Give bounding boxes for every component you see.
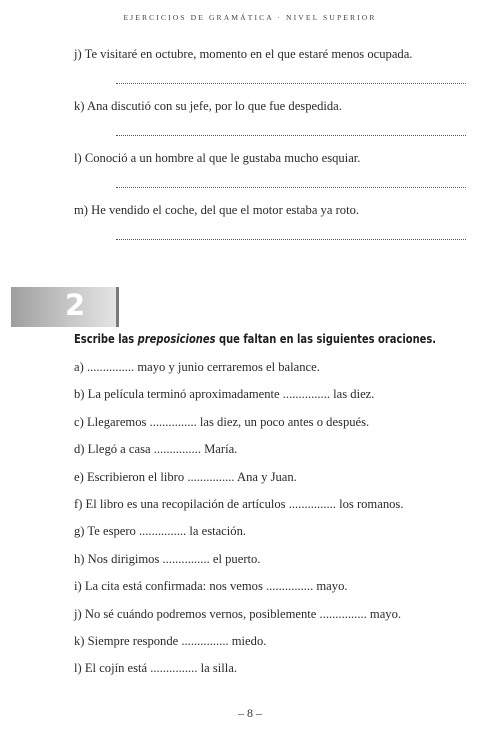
exercise-number-badge [11,287,119,327]
item-label: d) [74,442,85,457]
item-text: Siempre responde ............... miedo. [87,633,267,648]
exercise-item [74,470,484,497]
item-text: Nos dirigimos ............... el puerto. [87,551,261,566]
item-text: El cojín está ............... la silla. [84,661,238,676]
exercise-item [74,661,484,688]
item-label: c) [74,414,84,429]
item-text: La película terminó aproximadamente ............... las diez. [87,387,375,402]
answer-line [116,231,466,240]
exercise-number: 2 [65,288,86,322]
item-text: No sé cuándo podremos vernos, posiblemente ............... mayo. [84,606,402,621]
running-header: EJERCICIOS DE GRAMÁTICA · NIVEL SUPERIOR [123,13,377,22]
exercise-1-items [74,47,474,255]
exercise-item [74,387,484,414]
item-label: f) [74,496,83,511]
instruction-emphasis: preposiciones [137,332,216,346]
item-text: Llegó a casa ............... María. [87,442,238,457]
item-label: h) [74,551,85,566]
exercise-item [74,151,474,203]
page-number: – 8 – [238,706,262,720]
item-label: j) [74,606,82,621]
exercise-item [74,552,484,579]
item-label: i) [74,579,82,594]
item-label: j) [74,47,82,61]
item-label: l) [74,151,82,165]
exercise-item [74,203,474,255]
item-label: m) [74,203,88,217]
exercise-item [74,634,484,661]
exercise-2-items [74,360,484,689]
item-text: Escribieron el libro ............... Ana y Juan. [86,469,297,484]
item-text: Llegaremos ............... las diez, un poco antes o después. [86,414,370,429]
exercise-item [74,442,484,469]
answer-line [116,179,466,188]
item-text: ............... mayo y junio cerraremos el balance. [86,360,320,374]
item-label: b) [74,387,85,402]
item-label: e) [74,469,84,484]
answer-line [116,75,466,84]
exercise-item [74,607,484,634]
exercise-item [74,497,484,524]
item-text: El libro es una recopilación de artículos ............... los romanos. [85,496,404,511]
exercise-instruction: Escribe las preposiciones que faltan en las siguientes oraciones. [74,332,437,346]
item-text: La cita está confirmada: nos vemos ............... mayo. [84,579,348,594]
item-text: Ana discutió con su jefe, por lo que fue despedida. [86,99,342,113]
exercise-item [74,524,484,551]
exercise-item [74,415,484,442]
exercise-item [74,99,474,151]
item-text: Conoció a un hombre al que le gustaba mucho esquiar. [84,151,361,165]
item-label: k) [74,99,85,113]
item-text: Te espero ............... la estación. [87,524,247,539]
item-label: k) [74,633,85,648]
item-label: a) [74,360,84,374]
item-label: g) [74,524,85,539]
answer-line [116,127,466,136]
item-text: He vendido el coche, del que el motor estaba ya roto. [91,203,360,217]
exercise-item [74,47,474,99]
exercise-item [74,360,484,387]
exercise-item [74,579,484,606]
item-label: l) [74,661,82,676]
item-text: Te visitaré en octubre, momento en el que estaré menos ocupada. [84,47,413,61]
